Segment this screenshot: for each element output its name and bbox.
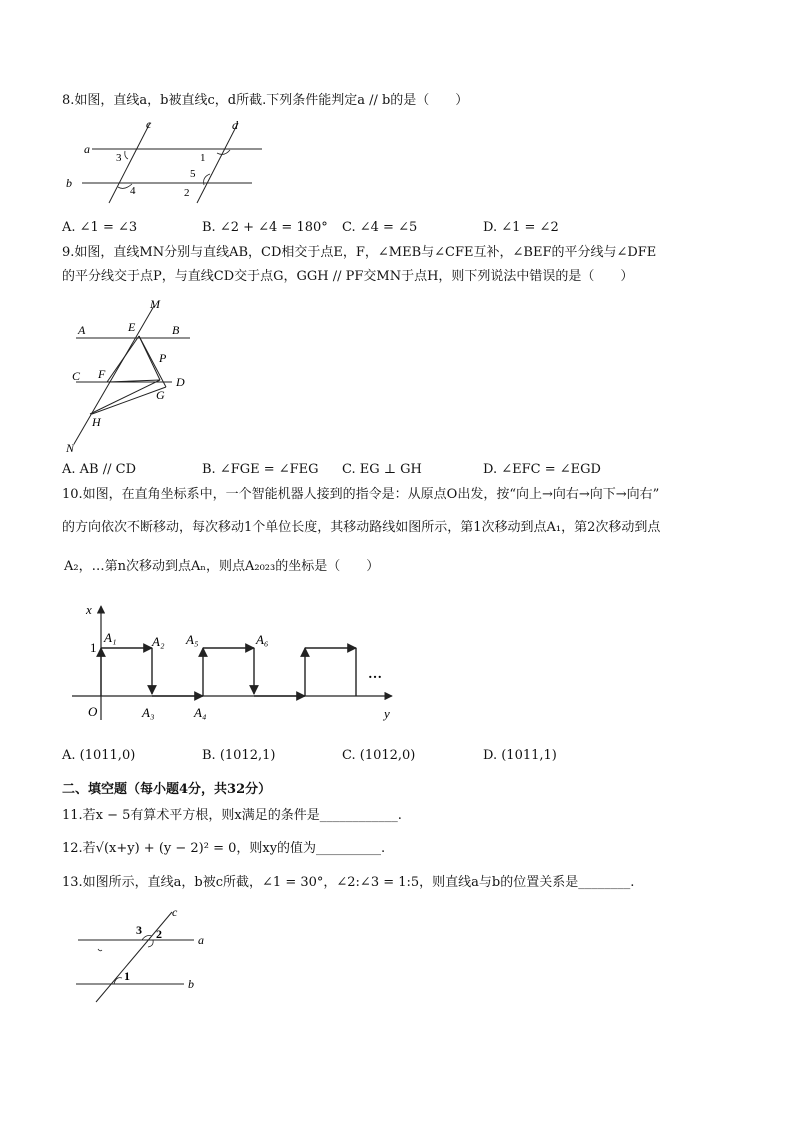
- q13-label-3: 3: [136, 923, 142, 937]
- q10-stem-line2: 的方向依次不断移动，每次移动1个单位长度，其移动路线如图所示，第1次移动到点A₁，第2次移动到点: [62, 520, 661, 535]
- q10-label-A6: A₆: [256, 632, 269, 647]
- q9-label-H: H: [92, 415, 101, 429]
- q9-option-a: A. AB // CD: [62, 462, 136, 477]
- q8-label-2: 2: [184, 187, 190, 199]
- q10-option-d: D. (1011,1): [483, 748, 557, 763]
- q9-figure: [62, 296, 202, 460]
- q9-label-C: C: [72, 369, 81, 383]
- q10-label-A2: A₂: [152, 634, 165, 649]
- q10-tick-1: 1: [90, 640, 97, 655]
- q13-label-1: 1: [124, 969, 130, 983]
- q8-option-d: D. ∠1 = ∠2: [483, 220, 559, 235]
- q13-label-2: 2: [156, 927, 162, 941]
- q10-option-a: A. (1011,0): [62, 748, 136, 763]
- section-heading-fill-blank: 二、填空题（每小题4分，共32分）: [62, 782, 272, 797]
- q9-option-b: B. ∠FGE = ∠FEG: [202, 462, 319, 477]
- q10-axis-x-label: x: [86, 602, 92, 617]
- q8-option-c: C. ∠4 = ∠5: [342, 220, 418, 235]
- q13-label-a: a: [198, 933, 204, 947]
- q8-label-b: b: [66, 176, 72, 190]
- q9-label-A: A: [78, 323, 86, 337]
- q9-label-P: P: [159, 351, 167, 365]
- q10-label-A1: A₁: [104, 630, 117, 645]
- q10-ellipsis: …: [368, 667, 382, 682]
- q9-stem-line2: 的平分线交于点P，与直线CD交于点G，GGH // PF交MN于点H，则下列说法中错误的是（ ）: [62, 269, 634, 284]
- q10-label-A3: A₃: [142, 705, 155, 720]
- q9-label-M: M: [150, 297, 160, 311]
- q8-label-c: c: [146, 117, 152, 131]
- q8-stem: 8.如图，直线a，b被直线c，d所截.下列条件能判定a // b的是（ ）: [62, 93, 469, 108]
- q8-label-4: 4: [130, 185, 136, 197]
- q12-text: 12.若√(x+y) + (y − 2)² = 0，则xy的值为__________.: [62, 841, 386, 856]
- q9-option-c: C. EG ⊥ GH: [342, 462, 422, 477]
- q9-label-E: E: [128, 320, 136, 334]
- q8-label-3: 3: [116, 152, 122, 164]
- q9-stem-line1: 9.如图，直线MN分别与直线AB，CD相交于点E，F，∠MEB与∠CFE互补，∠BEF的平分线与∠DFE: [62, 245, 657, 260]
- q8-label-5: 5: [190, 168, 196, 180]
- q13-figure: [70, 904, 220, 1012]
- q8-label-1: 1: [200, 152, 206, 164]
- q8-option-a: A. ∠1 = ∠3: [62, 220, 138, 235]
- q8-label-a: a: [84, 142, 90, 156]
- q10-option-c: C. (1012,0): [342, 748, 416, 763]
- q9-label-D: D: [176, 375, 185, 389]
- q9-label-G: G: [156, 388, 165, 402]
- q9-label-F: F: [98, 367, 106, 381]
- q11-text: 11.若x − 5有算术平方根，则x满足的条件是____________.: [62, 808, 402, 823]
- q8-option-b: B. ∠2 + ∠4 = 180°: [202, 220, 328, 235]
- q10-option-b: B. (1012,1): [202, 748, 276, 763]
- q10-stem-line1: 10.如图，在直角坐标系中，一个智能机器人接到的指令是：从原点O出发，按“向上→向右→向下→向右”: [62, 487, 660, 502]
- q8-figure: [62, 117, 272, 211]
- q13-label-b: b: [188, 977, 194, 991]
- q13-label-c: c: [172, 905, 178, 919]
- q10-label-A4: A₄: [194, 705, 207, 720]
- q10-axis-y-label: y: [384, 706, 390, 721]
- q9-label-N: N: [66, 441, 75, 455]
- q10-label-A5: A₅: [186, 632, 199, 647]
- q13-text: 13.如图所示，直线a，b被c所截，∠1 = 30°，∠2:∠3 = 1:5，则直线a与b的位置关系是________.: [62, 875, 635, 890]
- q9-option-d: D. ∠EFC = ∠EGD: [483, 462, 601, 477]
- q10-stem-line3: A₂，…第n次移动到点Aₙ，则点A₂₀₂₃的坐标是（ ）: [64, 559, 380, 574]
- q9-label-B: B: [172, 323, 180, 337]
- q8-label-d: d: [232, 118, 238, 132]
- q10-origin-label: O: [88, 704, 98, 719]
- q10-figure: [62, 598, 402, 730]
